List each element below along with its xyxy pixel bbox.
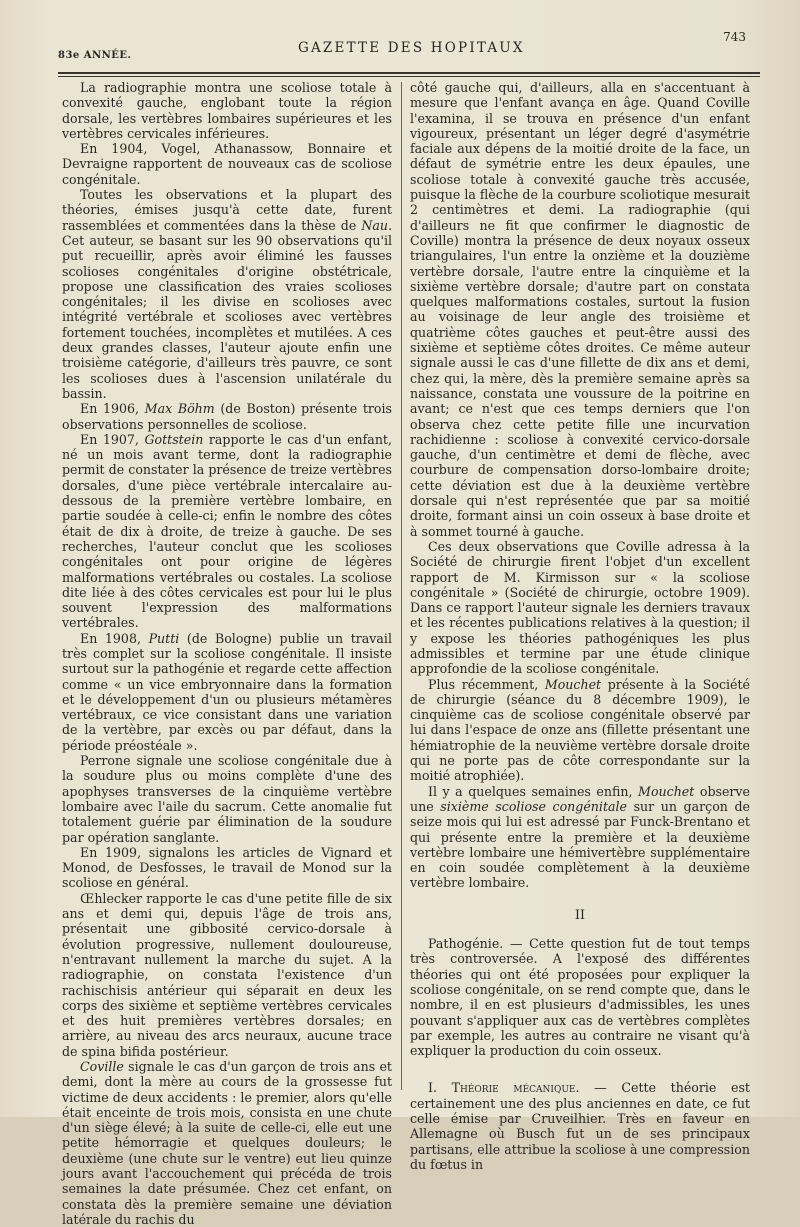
paragraph: La radiographie montra une scoliose totale à convexité gauche, englobant toute la région dorsale, les vertèbres lombaires supérieures et les vertèbres cervicales inférieures. [62,80,392,141]
page-number: 743 [723,30,746,44]
right-column [410,80,750,1172]
paragraph: Plus récemment, Mouchet présente à la Société de chirurgie (séance du 8 décembre 1909), le cinquième cas de scoliose congénitale observé par lui dans l'espace de onze ans (fillette présentant une hémiatrophie de la neuvième vertèbre dorsale droite qui ne porte pas de côte correspondante sur la moitié atrophiée). [410,676,750,784]
section-number: II [575,906,585,922]
paragraph: En 1907, Gottstein rapporte le cas d'un enfant, né un mois avant terme, dont la radiographie permit de constater la présence de treize vertèbres dorsales, d'une pièce vertébrale intercalaire au-dessous de la première vertèbre lombaire, en partie soudée à celle-ci; enfin le nombre des côtes était de dix à droite, de treize à gauche. De ses recherches, l'auteur conclut que les scolioses congénitales ont pour origine de légères malformations vertébrales ou costales. La scoliose dite liée à des côtes cervicales est pour lui le plus souvent l'expression des malformations vertébrales. [62,431,392,631]
author-name: Mouchet [638,783,695,799]
paragraph: Œhlecker rapporte le cas d'une petite fille de six ans et demi qui, depuis l'âge de trois ans, présentait une gibbosité cervico-dorsale à évolution progressive, nullement douloureuse, n'entravant nullement la marche du sujet. A la radiographie, on constata l'existence d'un rachischisis antérieur qui séparait en deux les corps des sixième et septième vertèbres cervicales et des huit premières vertèbres dorsales; en arrière, au niveau des arcs neuraux, aucune trace de spina bifida postérieur. [62,890,392,1059]
paragraph: Coville signale le cas d'un garçon de trois ans et demi, dont la mère au cours de la grossesse fut victime de deux accidents : le premier, alors qu'elle était enceinte de trois mois, consista en une chute d'un siège élevé; à la suite de celle-ci, elle eut une petite hémorragie et quelques douleurs; le deuxième (une chute sur le ventre) eut lieu quinze jours avant l'accouchement qui précéda de trois semaines la date présumée. Chez cet enfant, on constata dès la première semaine une déviation latérale du rachis du [62,1059,392,1227]
paragraph: En 1904, Vogel, Athanassow, Bonnaire et Devraigne rapportent de nouveaux cas de scoliose congénitale. [62,141,392,187]
author-name: Max Böhm [144,401,215,417]
column-divider [401,82,402,1090]
header-rule [58,72,760,77]
left-column [62,80,392,1227]
section-heading: Pathogénie. [428,936,504,952]
paragraph: Ces deux observations que Coville adressa à la Société de chirurgie firent l'objet d'un excellent rapport de M. Kirmisson sur « la scoliose congénitale » (Société de chirurgie, octobre 1909). Dans ce rapport l'auteur signale les derniers travaux et les récentes publications relatives à la question; il y expose les théories pathogéniques les plus admissibles et termine par une étude clinique approfondie de la scoliose congénitale. [410,538,750,677]
author-name: Putti [148,630,180,646]
emphasis-term: sixième scoliose congénitale [440,798,627,814]
paragraph: Pathogénie. — Cette question fut de tout temps très controversée. A l'exposé des différentes théories qui ont été proposées pour expliquer la scoliose congénitale, on se rend compte que, dans le nombre, il en est plusieurs d'admissibles, les unes pouvant s'appliquer aux cas de vertèbres complètes par exemple, les autres au contraire ne visant qu'à expliquer la production du coin osseux. [410,936,750,1059]
paragraph: Perrone signale une scoliose congénitale due à la soudure plus ou moins complète d'une des apophyses transverses de la cinquième vertèbre lombaire avec l'aile du sacrum. Cette anomalie fut totalement guérie par élimination de la soudure par opération sanglante. [62,753,392,845]
paragraph: côté gauche qui, d'ailleurs, alla en s'accentuant à mesure que l'enfant avança en âge. Quand Coville l'examina, il se trouva en présence d'un enfant vigoureux, présentant un léger degré d'asymétrie faciale aux dépens de la moitié droite de la face, un défaut de symétrie entre les deux épaules, une scoliose totale à convexité gauche très accusée, puisque la flèche de la courbure scoliotique mesurait 2 centimètres et demi. La radiographie (qui d'ailleurs ne fit que confirmer le diagnostic de Coville) montra la présence de deux noyaux osseux triangulaires, l'un entre la onzième et la douzième vertèbre dorsale, l'autre entre la cinquième et la sixième vertèbre dorsale; d'autre part on constata quelques malformations costales, surtout la fusion au voisinage de leur angle des troisième et quatrième côtes gauches et peut-être aussi des sixième et septième côtes droites. Ce même auteur signale aussi le cas d'une fillette de dix ans et demi, chez qui, la mère, dès la première semaine après sa naissance, constata une voussure de la poitrine en avant; ce n'est que ces temps derniers que l'on observa chez cette petite fille une incurvation rachidienne : scoliose à convexité cervico-dorsale gauche, d'un centimètre et demi de flèche, avec courbure de compensation dorso-lombaire droite; cette déviation est due à la deuxième vertèbre dorsale qui n'est représentée que par sa moitié droite, formant ainsi un coin osseux à base droite et à sommet tourné à gauche. [410,80,750,539]
paragraph: I. Théorie mécanique. — Cette théorie est certainement une des plus anciennes en date, ce fut celle émise par Cruveilhier. Très en faveur en Allemagne où Busch fut un de ses principaux partisans, elle attribue la scoliose à une compression du fœtus in [410,1080,750,1172]
author-name: Coville [80,1059,124,1074]
paragraph: En 1906, Max Böhm (de Boston) présente trois observations personnelles de scoliose. [62,401,392,432]
year-label: 83e ANNÉE. [58,50,132,61]
author-name: Gottstein [144,431,204,447]
journal-title: GAZETTE DES HOPITAUX [298,40,525,56]
page-header [58,30,758,74]
subsection-heading: I. Théorie mécanique. [428,1080,580,1096]
paragraph: En 1909, signalons les articles de Vignard et Monod, de Desfosses, le travail de Monod sur la scoliose en général. [62,844,392,891]
author-name: Mouchet [544,676,602,692]
paragraph: Il y a quelques semaines enfin, Mouchet observe une sixième scoliose congénitale sur un garçon de seize mois qui lui est adressé par Funck-Brentano et qui présente entre la première et la deuxième vertèbre lombaire une hémivertèbre supplémentaire en coin soudée complètement à la deuxième vertèbre lombaire. [410,783,751,891]
paragraph: Toutes les observations et la plupart des théories, émises jusqu'à cette date, furent rassemblées et commentées dans la thèse de Nau. Cet auteur, se basant sur les 90 observations qu'il put recueillir, après avoir éliminé les fausses scolioses congénitales d'origine obstétricale, propose une classification des vraies scolioses congénitales; il les divise en scolioses avec intégrité vertébrale et scolioses avec vertèbres fortement touchées, incomplètes et mutilées. A ces deux grandes classes, l'auteur ajoute enfin une troisième catégorie, d'ailleurs très pauvre, ce sont les scolioses dues à l'ascension unilatérale du bassin. [62,187,392,401]
paragraph: En 1908, Putti (de Bologne) publie un travail très complet sur la scoliose congénitale. Il insiste surtout sur la pathogénie et regarde cette affection comme « un vice embryonnaire dans la formation et le développement d'un ou plusieurs métamères vertébraux, ce vice consistant dans une variation de la vertèbre, par excès ou par défaut, dans la période préostéale ». [62,630,392,753]
author-name: Nau [361,217,388,233]
